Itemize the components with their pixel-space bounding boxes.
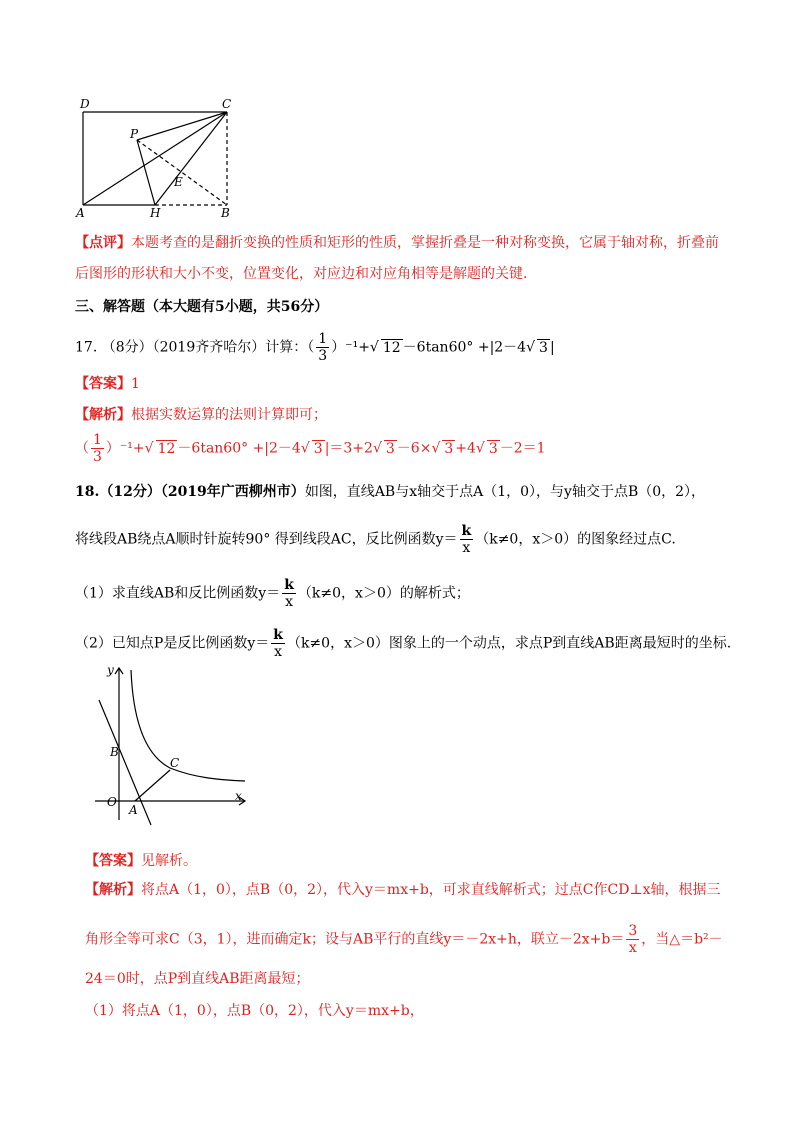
- frac-k: k: [461, 523, 472, 539]
- q18-an2b: ，当△＝b²－: [641, 931, 723, 948]
- q17-exp: ）⁻¹+: [331, 339, 370, 356]
- q17-answer: [75, 373, 140, 393]
- q18-line2-frac: [460, 524, 474, 555]
- calc-g: －2＝1: [499, 440, 546, 457]
- q18-analysis-line-1: [85, 879, 721, 899]
- comment-tag: 【点评】: [75, 235, 131, 251]
- calc-open: （: [75, 440, 89, 457]
- q17-fraction: [316, 332, 329, 363]
- q18-line-2: [75, 524, 676, 555]
- q18-analysis-line-4: （1）将点A（1，0），点B（0，2），代入y＝mx+b，: [85, 1003, 424, 1019]
- q17-analysis: [75, 404, 327, 424]
- calc-frac-num: 1: [93, 432, 102, 448]
- label-C: C: [222, 97, 232, 111]
- q18-line-1: [75, 481, 705, 501]
- calc-sqrt3-c: 3: [444, 440, 454, 457]
- label-E: E: [174, 175, 183, 189]
- q18-line2b: （k≠0，x＞0）的图象经过点C.: [475, 531, 676, 548]
- frac-x: x: [285, 594, 294, 610]
- q18-answer-value: 见解析。: [141, 853, 197, 869]
- graph-label-x: x: [235, 789, 242, 803]
- calc-sqrt3-d: 3: [488, 440, 498, 457]
- q18-p1b: （k≠0，x＞0）的解析式；: [297, 585, 470, 602]
- calc-exp: ）⁻¹+: [105, 440, 145, 457]
- q17-analysis-text: 根据实数运算的法则计算即可；: [131, 407, 327, 423]
- q17-end: |: [549, 339, 555, 356]
- comment-line-2: 后图形的形状和大小不变，位置变化，对应边和对应角相等是解题的关键.: [75, 266, 528, 282]
- q18-p2-frac: [271, 628, 285, 659]
- frac-k: k: [273, 627, 283, 643]
- q18-answer-tag: 【答案】: [85, 853, 141, 869]
- an2-den: x: [628, 940, 637, 956]
- q18-part-1: [75, 578, 470, 609]
- q17-prefix: 17. （8分）（2019齐齐哈尔）计算：（: [75, 339, 315, 356]
- calc-frac-den: 3: [93, 449, 102, 465]
- calc-f: +4: [455, 440, 476, 457]
- q18-an2-frac: [626, 924, 639, 955]
- q17-statement: 17. （8分）（2019齐齐哈尔）计算：（ $\frac{1}{3}$ ）⁻¹+√ 12 －6tan60° +|2－4√ 3 |: [75, 331, 555, 364]
- calc-sqrt3-a: 3: [313, 440, 323, 457]
- q17-mid: －6tan60° +|2－4: [402, 339, 527, 356]
- q18-part-2: [75, 628, 731, 659]
- section-heading: 三、解答题（本大题有5小题，共56分）: [75, 299, 329, 315]
- q18-answer: [85, 850, 197, 870]
- label-D: D: [80, 97, 90, 111]
- q18-line2a: 将线段AB绕点A顺时针旋转90° 得到线段AC，反比例函数y＝: [75, 531, 458, 548]
- q18-head-rest: 如图，直线AB与x轴交于点A（1，0），与y轴交于点B（0，2），: [304, 484, 706, 500]
- q17-answer-value: 1: [131, 376, 140, 392]
- calc-sqrt3-b: 3: [385, 440, 395, 457]
- q17-analysis-tag: 【解析】: [75, 407, 131, 423]
- q17-answer-tag: 【答案】: [75, 376, 131, 392]
- calc-mid: －6tan60° +|2－4: [177, 440, 301, 457]
- graph-label-y: y: [107, 663, 114, 677]
- q18-an1: 将点A（1，0），点B（0，2），代入y＝mx+b，可求直线解析式；过点C作CD⊥x轴，根据三: [141, 882, 721, 898]
- q18-p1-frac: [282, 578, 296, 609]
- frac-x: x: [274, 644, 283, 660]
- q18-head: 18.（12分）（2019年广西柳州市）: [75, 484, 305, 500]
- frac-k: k: [284, 577, 294, 593]
- q18-analysis-line-2: [85, 924, 723, 955]
- calc-e: －6×: [396, 440, 432, 457]
- graph-label-B: B: [110, 745, 119, 759]
- label-H: H: [150, 206, 161, 220]
- q18-p1a: （1）求直线AB和反比例函数y＝: [75, 585, 281, 602]
- q17-frac-den: 3: [318, 348, 328, 364]
- frac-x: x: [462, 540, 471, 556]
- label-B: B: [221, 206, 230, 220]
- calc-sqrt12: 12: [157, 440, 176, 457]
- label-A: A: [76, 206, 85, 220]
- q17-calculation: （ $\frac{1}{3}$ ）⁻¹+√ 12 －6tan60° +|2－4√ 3 |＝3+2√ 3 －6×√ 3 +4√ 3 －2＝1: [75, 432, 546, 465]
- calc-fraction: [91, 433, 104, 464]
- q18-analysis-tag: 【解析】: [85, 882, 141, 898]
- label-P: P: [130, 127, 139, 141]
- q17-frac-num: 1: [318, 331, 328, 347]
- q18-analysis-line-3: 24＝0时，点P到直线AB距离最短；: [85, 971, 310, 987]
- q18-p2b: （k≠0，x＞0）图象上的一个动点，求点P到直线AB距离最短时的坐标.: [286, 635, 732, 652]
- q18-p2a: （2）已知点P是反比例函数y＝: [75, 635, 270, 652]
- graph-label-C: C: [170, 756, 180, 770]
- graph-label-O: O: [107, 795, 117, 809]
- graph-figure: [85, 660, 260, 830]
- folding-figure: [70, 95, 245, 220]
- q18-an2a: 角形全等可求C（3，1），进而确定k；设与AB平行的直线y＝－2x+h，联立－2x+b＝: [85, 931, 625, 948]
- calc-d: |＝3+2: [324, 440, 373, 457]
- q17-sqrt3: 3: [539, 339, 548, 356]
- q17-sqrt12: 12: [382, 339, 401, 356]
- an2-num: 3: [628, 923, 638, 939]
- graph-label-A: A: [129, 803, 138, 817]
- comment-text-1: 本题考查的是翻折变换的性质和矩形的性质，掌握折叠是一种对称变换，它属于轴对称，折叠前: [131, 235, 719, 251]
- comment-line-1: [75, 232, 719, 252]
